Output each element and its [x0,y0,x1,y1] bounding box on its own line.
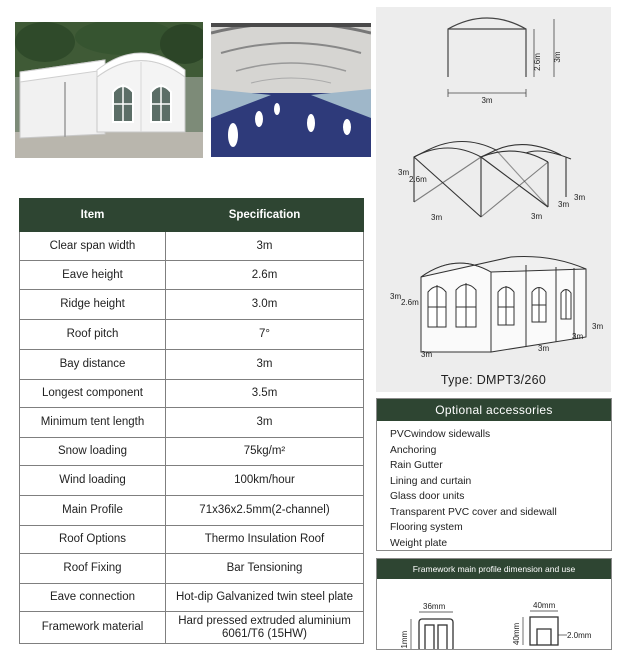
optional-accessories-box [376,398,612,551]
small-profile-height-label: 40mm [512,622,521,645]
iso-bay-label-3: 3m [574,193,586,202]
iso-width-label: 3m [431,213,443,222]
spec-cell: 3m [166,232,364,261]
iso-bay-label-2: 3m [558,200,570,209]
spec-cell: 3m [166,350,364,380]
table-row [20,408,364,438]
table-row [20,438,364,466]
spec-cell: 71x36x2.5mm(2-channel) [166,496,364,526]
item-cell: Eave connection [20,584,166,612]
tent-interior-photo [211,23,371,157]
list-item: Weight plate [390,537,448,549]
item-cell: Wind loading [20,466,166,496]
item-cell: Roof Options [20,526,166,554]
front-eave-label: 2.6m [533,53,542,71]
tent-frame-drawings [376,7,611,372]
tent-exterior-photo [15,22,203,158]
table-row [20,290,364,320]
front-ridge-label: 3m [553,51,562,63]
table-row [20,380,364,408]
front-width-label: 3m [481,96,493,105]
item-cell: Snow loading [20,438,166,466]
spec-cell: 100km/hour [166,466,364,496]
table-row [20,584,364,612]
table-header-row [20,199,364,232]
column-header-item: Item [20,199,166,232]
item-cell: Clear span width [20,232,166,261]
main-profile-width-label: 36mm [423,602,446,611]
small-profile-thickness-label: 2.0mm [567,631,592,640]
list-item: Lining and curtain [390,475,472,487]
item-cell: Minimum tent length [20,408,166,438]
table-row [20,350,364,380]
list-item: PVCwindow sidewalls [390,429,491,440]
profile-drawings [377,579,611,649]
table-row [20,526,364,554]
spec-cell: 2.6m [166,261,364,290]
column-header-specification: Specification [166,199,364,232]
tent-bay-label-3: 3m [592,322,604,331]
main-profile-section [411,612,453,649]
accessories-list [390,427,611,551]
spec-cell: 3.5m [166,380,364,408]
list-item: Anchoring [390,444,437,456]
item-cell: Framework material [20,612,166,644]
iso-ridge-label: 3m [398,168,410,177]
spec-cell: 3.0m [166,290,364,320]
small-profile-width-label: 40mm [533,601,556,610]
table-row [20,320,364,350]
tent-bay-label-1: 3m [538,344,550,353]
item-cell: Longest component [20,380,166,408]
iso-eave-label: 2.6m [409,175,427,184]
spec-cell: Bar Tensioning [166,554,364,584]
spec-cell: 7° [166,320,364,350]
tent-eave-label: 2.6m [401,298,419,307]
accessories-title: Optional accessories [377,399,611,421]
item-cell: Bay distance [20,350,166,380]
item-cell: Main Profile [20,496,166,526]
list-item: Rain Gutter [390,460,443,471]
profile-title: Framework main profile dimension and use [377,559,611,579]
spec-cell: 3m [166,408,364,438]
table-row [20,232,364,261]
table-row [20,261,364,290]
table-row [20,466,364,496]
tent-ridge-label: 3m [390,292,402,301]
item-cell: Ridge height [20,290,166,320]
tent-diagram-panel [376,7,611,392]
item-cell: Roof Fixing [20,554,166,584]
tent-bay-label-2: 3m [572,332,584,341]
spec-cell: Hard pressed extruded aluminium 6061/T6 (15HW) [166,612,364,644]
spec-cell: Hot-dip Galvanized twin steel plate [166,584,364,612]
table-row [20,496,364,526]
list-item: Flooring system [390,522,463,533]
tent-width-label: 3m [421,350,433,359]
spec-cell: 75kg/m² [166,438,364,466]
isometric-frame-view [414,142,571,218]
tent-type-label: Type: DMPT3/260 [440,373,547,387]
spec-cell: Thermo Insulation Roof [166,526,364,554]
table-row [20,612,364,644]
specification-table [19,198,364,644]
table-row [20,554,364,584]
main-profile-height-label: 71mm [400,630,409,649]
item-cell: Eave height [20,261,166,290]
list-item: Transparent PVC cover and sidewall [390,506,557,518]
framework-profile-box [376,558,612,650]
list-item: Glass door units [390,491,465,502]
item-cell: Roof pitch [20,320,166,350]
iso-bay-label-1: 3m [531,212,543,221]
